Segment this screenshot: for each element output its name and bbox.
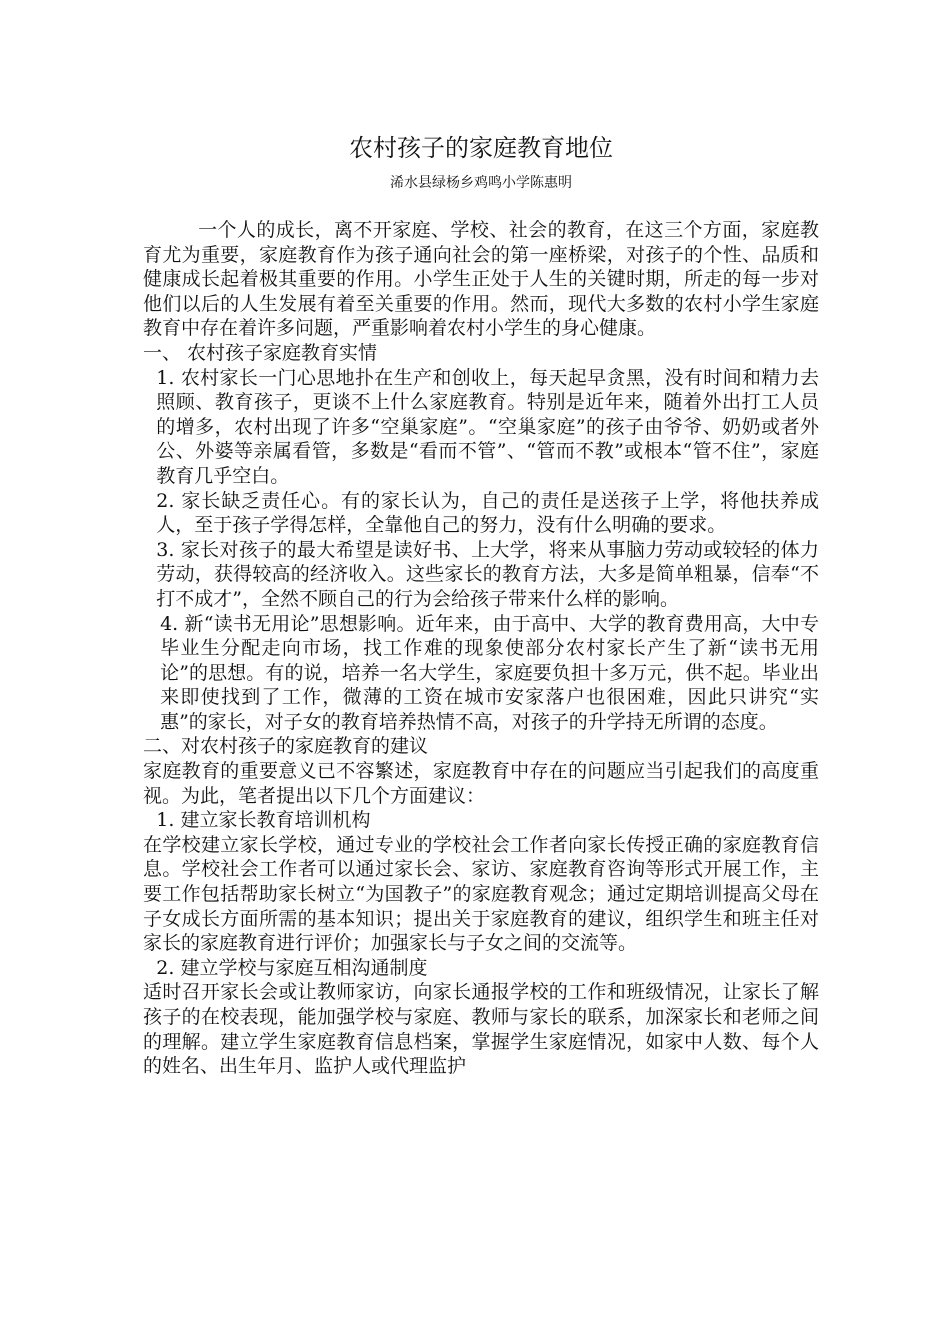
section-2-intro: 家庭教育的重要意义已不容繁述，家庭教育中存在的问题应当引起我们的高度重视。为此，笔者提出以下几个方面建议： (143, 760, 819, 807)
document-body (143, 218, 819, 1079)
subheading-2-2: 2. 建立学校与家庭互相沟通制度 (156, 956, 428, 979)
section-heading-1: 一、 农村孩子家庭教育实情 (143, 341, 378, 364)
list-item-1-4: 4. 新“读书无用论”思想影响。近年来，由于高中、大学的教育费用高，大中专毕业生分配走向市场，找工作难的现象使部分农村家长产生了新“读书无用论”的思想。有的说，培养一名大学生，家庭要负担十多万元，供不起。毕业出来即使找到了工作，微薄的工资在城市安家落户也很困难，因此只讲究“实惠”的家长，对子女的教育培养热情不高，对孩子的升学持无所谓的态度。 (160, 612, 819, 733)
list-item-1-2: 2. 家长缺乏责任心。有的家长认为，自己的责任是送孩子上学，将他扶养成人，至于孩子学得怎样，全靠他自己的努力，没有什么明确的要求。 (156, 489, 819, 537)
document-title: 农村孩子的家庭教育地位 (349, 134, 613, 162)
section-heading-2: 二、对农村孩子的家庭教育的建议 (143, 735, 429, 758)
subheading-2-1: 1. 建立家长教育培训机构 (156, 809, 371, 832)
document-page (143, 130, 819, 1079)
list-item-1-1: 1. 农村家长一门心思地扑在生产和创收上，每天起早贪黑，没有时间和精力去照顾、教育孩子，更谈不上什么家庭教育。特别是近年来，随着外出打工人员的增多，农村出现了许多“空巢家庭”。“空巢家庭”的孩子由爷爷、奶奶或者外公、外婆等亲属看管，多数是“看而不管”、“管而不教”或根本“管不住”，家庭教育几乎空白。 (156, 366, 819, 487)
document-author: 浠水县绿杨乡鸡鸣小学陈惠明 (390, 175, 572, 191)
intro-paragraph: 一个人的成长，离不开家庭、学校、社会的教育，在这三个方面，家庭教育尤为重要，家庭教育作为孩子通向社会的第一座桥梁，对孩子的个性、品质和健康成长起着极其重要的作用。小学生正处于人生的关键时期，所走的每一步对他们以后的人生发展有着至关重要的作用。然而，现代大多数的农村小学生家庭教育中存在着许多问题，严重影响着农村小学生的身心健康。 (143, 219, 819, 340)
list-item-1-3: 3. 家长对孩子的最大希望是读好书、上大学，将来从事脑力劳动或较轻的体力劳动，获得较高的经济收入。这些家长的教育方法，大多是简单粗暴，信奉“不打不成才”，全然不顾自己的行为会给孩子带来什么样的影响。 (156, 538, 819, 610)
paragraph-2-1: 在学校建立家长学校，通过专业的学校社会工作者向家长传授正确的家庭教育信息。学校社会工作者可以通过家长会、家访、家庭教育咨询等形式开展工作，主要工作包括帮助家长树立“为国教子”的家庭教育观念；通过定期培训提高父母在子女成长方面所需的基本知识；提出关于家庭教育的建议，组织学生和班主任对家长的家庭教育进行评价；加强家长与子女之间的交流等。 (143, 833, 819, 955)
paragraph-2-2: 适时召开家长会或让教师家访，向家长通报学校的工作和班级情况，让家长了解孩子的在校表现，能加强学校与家庭、教师与家长的联系，加深家长和老师之间的理解。建立学生家庭教育信息档案，掌握学生家庭情况，如家中人数、每个人的姓名、出生年月、监护人或代理监护 (143, 981, 819, 1078)
